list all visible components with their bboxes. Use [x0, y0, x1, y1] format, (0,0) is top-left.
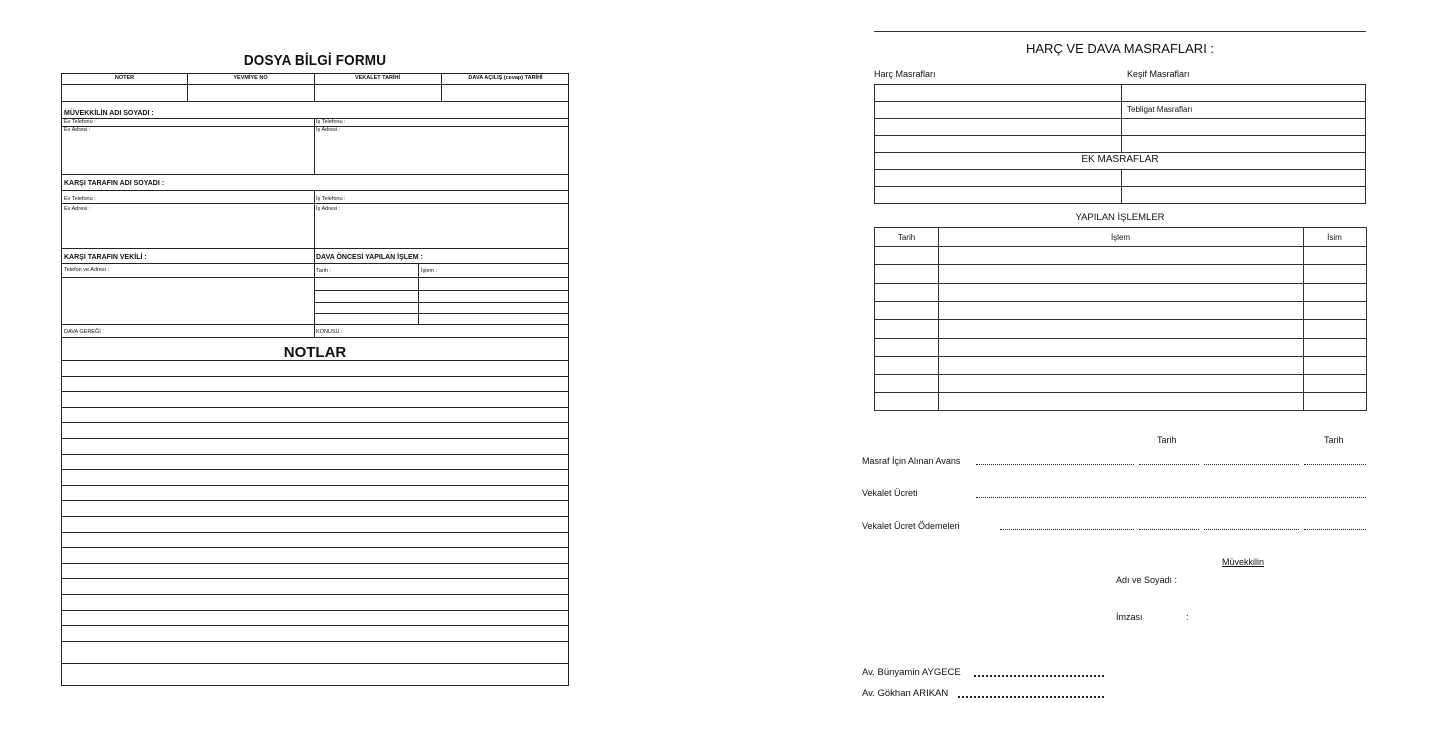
discovery-label: Keşif Masrafları: [1127, 69, 1190, 79]
client-home-address-label: Ev Adresi :: [64, 127, 91, 133]
header-case-open-date: DAVA AÇILIŞ (cevap) TARİHİ: [468, 75, 543, 81]
divider: [62, 248, 568, 249]
fee-payment-date2-field: [1304, 529, 1366, 530]
divider: [62, 337, 568, 338]
opponent-work-address-label: İş Adresi :: [316, 206, 341, 212]
notes-line: [62, 500, 568, 501]
notes-line: [62, 422, 568, 423]
notes-line: [62, 376, 568, 377]
advance-amount-field: [976, 464, 1134, 465]
notes-line: [62, 454, 568, 455]
pre-case-action-col-label: İşlem :: [421, 268, 438, 274]
client-work-address-label: İş Adresi :: [316, 127, 341, 133]
opponent-name-label: KARŞI TARAFIN ADI SOYADI :: [64, 180, 165, 187]
divider: [1121, 169, 1122, 204]
name-surname-label: Adı ve Soyadı :: [1116, 575, 1178, 585]
notes-line: [62, 547, 568, 548]
notes-line: [62, 578, 568, 579]
notes-line: [62, 516, 568, 517]
divider: [314, 313, 568, 314]
fees-label: Harç Masrafları: [874, 69, 936, 79]
file-info-form: [61, 73, 569, 686]
expenses-table: [874, 84, 1366, 204]
divider: [875, 101, 1365, 102]
divider: [62, 118, 568, 119]
header-notary: NOTER: [114, 75, 135, 81]
notes-title: NOTLAR: [283, 344, 347, 361]
date-label-2: Tarih: [1324, 435, 1344, 445]
notes-line: [62, 485, 568, 486]
divider: [875, 186, 1365, 187]
divider: [314, 302, 568, 303]
date-label-1: Tarih: [1157, 435, 1177, 445]
notes-line: [62, 641, 568, 642]
opponent-home-phone-label: Ev Telefonu :: [64, 196, 96, 202]
table-row: [875, 374, 1366, 375]
divider: [62, 174, 568, 175]
divider: [62, 84, 568, 85]
divider: [62, 203, 568, 204]
table-row: [875, 356, 1366, 357]
table-row: [875, 283, 1366, 284]
notification-label: Tebligat Masrafları: [1127, 105, 1193, 114]
fee-payment-date-field: [1139, 529, 1199, 530]
advance-label: Masraf İçin Alınan Avans: [862, 456, 961, 466]
pre-case-action-label: DAVA ÖNCESİ YAPILAN İŞLEM :: [316, 254, 423, 261]
extra-expenses-label: EK MASRAFLAR: [1081, 154, 1159, 165]
fee-label: Vekalet Ücreti: [862, 488, 918, 498]
divider: [62, 263, 568, 264]
divider: [1121, 85, 1122, 152]
header-proxy-date: VEKALET TARİHİ: [354, 75, 401, 81]
op-header-name: İsim: [1327, 233, 1342, 242]
notes-line: [62, 532, 568, 533]
header-journal-no: YEVMİYE NO: [233, 75, 268, 81]
notes-line: [62, 625, 568, 626]
divider: [62, 101, 568, 102]
lawyer-2-signature-field: [958, 696, 1104, 698]
lawyer-2-name: Av. Gökhan ARIKAN: [862, 688, 949, 699]
lawyer-1-signature-field: [974, 675, 1104, 677]
divider: [314, 118, 315, 174]
divider: [62, 126, 568, 127]
pre-case-date-label: Tarih :: [316, 268, 331, 274]
expenses-title: HARÇ VE DAVA MASRAFLARI :: [1025, 41, 1215, 56]
divider: [875, 152, 1365, 153]
fee-payment-amount-field: [1000, 529, 1134, 530]
advance-date2-field: [1304, 464, 1366, 465]
table-row: [875, 264, 1366, 265]
divider: [875, 118, 1365, 119]
notes-line: [62, 594, 568, 595]
divider: [418, 263, 419, 324]
notes-line: [62, 360, 568, 361]
notes-line: [62, 407, 568, 408]
top-rule: [874, 31, 1366, 32]
client-name-label: MÜVEKKİLİN ADI SOYADI :: [64, 110, 154, 117]
notes-line: [62, 391, 568, 392]
advance-date-field: [1139, 464, 1199, 465]
notes-line: [62, 610, 568, 611]
table-row: [875, 319, 1366, 320]
notes-line: [62, 563, 568, 564]
opponent-work-phone-label: İş Telefonu :: [316, 196, 346, 202]
client-home-phone-label: Ev Telefonu :: [64, 119, 96, 125]
fee-payments-label: Vekalet Ücret Ödemeleri: [862, 521, 960, 531]
table-row: [875, 246, 1366, 247]
operations-table: [874, 227, 1367, 411]
client-heading: Müvekkilin: [1222, 557, 1265, 567]
notes-line: [62, 469, 568, 470]
fee-payment-amount2-field: [1204, 529, 1299, 530]
form-title: DOSYA BİLGİ FORMU: [243, 52, 387, 69]
opponent-lawyer-label: KARŞI TARAFIN VEKİLİ :: [64, 254, 147, 261]
op-header-action: İşlem: [1110, 233, 1131, 242]
table-row: [875, 301, 1366, 302]
lawyer-1-name: Av. Bünyamin AYGECE: [862, 667, 961, 678]
fee-field: [976, 497, 1366, 498]
phone-address-label: Telefon ve Adresi :: [64, 267, 109, 273]
signature-colon: :: [1186, 612, 1189, 622]
table-row: [875, 338, 1366, 339]
notes-line: [62, 438, 568, 439]
advance-amount2-field: [1204, 464, 1299, 465]
opponent-home-address-label: Ev Adresi :: [64, 206, 91, 212]
case-subject-label: KONUSU :: [316, 329, 343, 335]
signature-label: İmzası: [1116, 612, 1143, 622]
divider: [62, 324, 568, 325]
divider: [875, 169, 1365, 170]
divider: [314, 190, 315, 248]
notes-line: [62, 663, 568, 664]
op-header-date: Tarih: [897, 233, 916, 242]
divider: [62, 190, 568, 191]
case-reason-label: DAVA GEREĞİ :: [64, 329, 104, 335]
table-row: [875, 392, 1366, 393]
divider: [875, 135, 1365, 136]
divider: [314, 290, 568, 291]
divider: [62, 277, 568, 278]
client-work-phone-label: İş Telefonu :: [316, 119, 346, 125]
operations-title: YAPILAN İŞLEMLER: [1075, 212, 1165, 223]
